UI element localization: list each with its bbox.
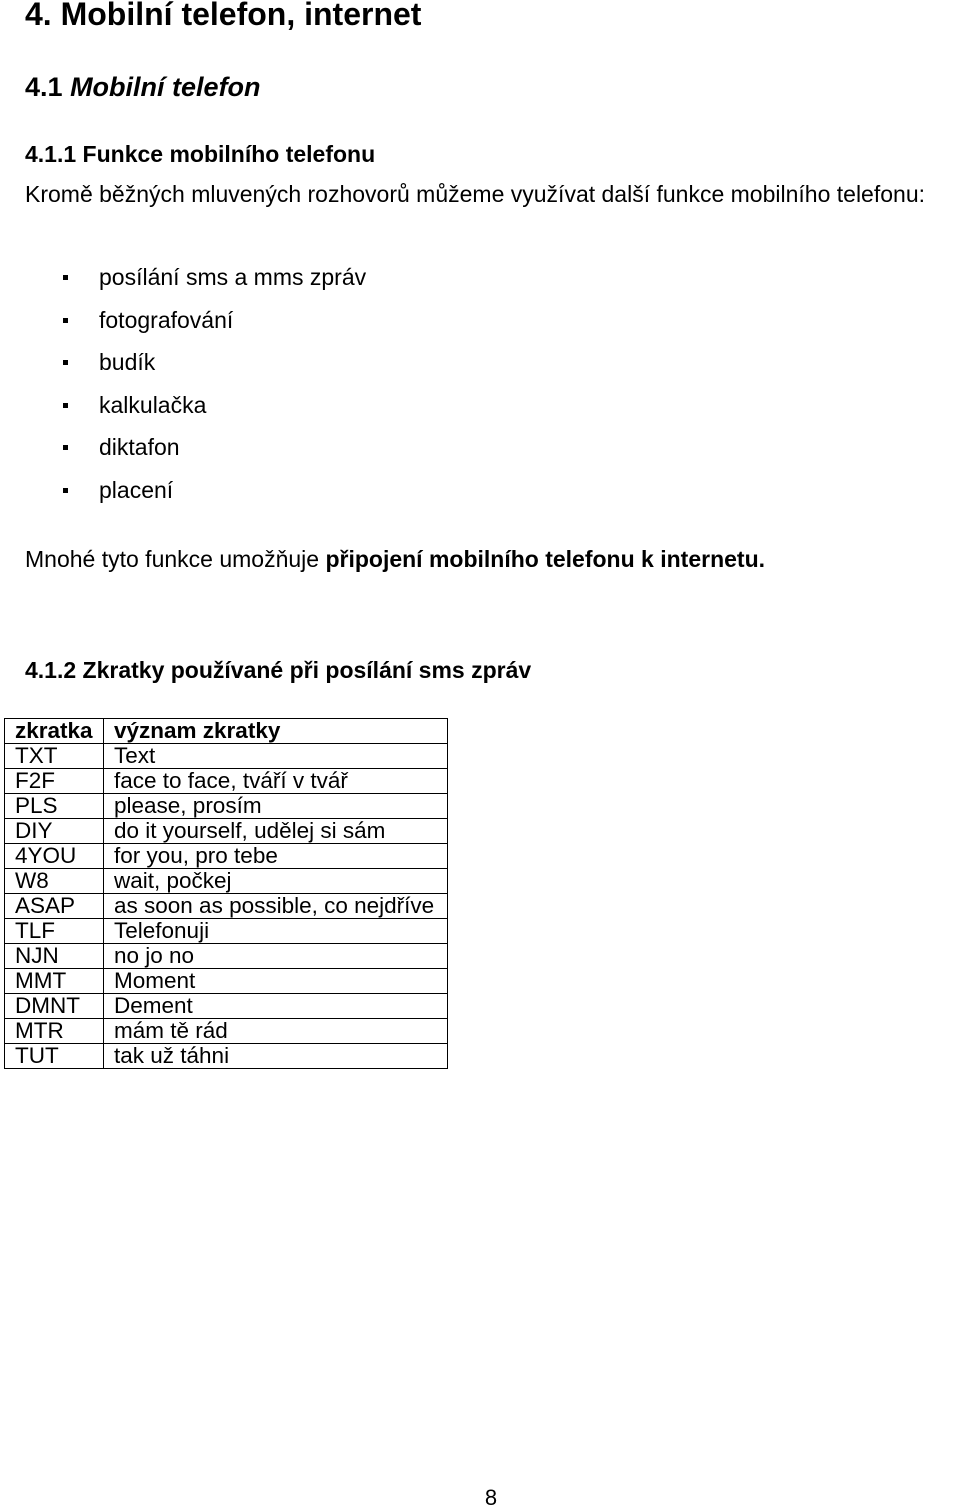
table-header-row	[5, 719, 448, 744]
abbreviation-cell: TUT	[5, 1044, 104, 1069]
table-row	[5, 769, 448, 794]
list-item-label: kalkulačka	[99, 391, 207, 418]
abbreviation-cell: TLF	[5, 919, 104, 944]
abbreviation-cell: MTR	[5, 1019, 104, 1044]
table-row	[5, 1044, 448, 1069]
list-item-label: placení	[99, 476, 174, 503]
meaning-cell: Telefonuji	[104, 919, 448, 944]
subsection-title: Mobilní telefon	[70, 72, 261, 102]
meaning-cell: for you, pro tebe	[104, 844, 448, 869]
table-row	[5, 744, 448, 769]
list-item	[60, 391, 366, 434]
abbreviation-cell: F2F	[5, 769, 104, 794]
table-row	[5, 1019, 448, 1044]
meaning-cell: Text	[104, 744, 448, 769]
list-item	[60, 348, 366, 391]
section-heading-abbreviations: 4.1.2 Zkratky používané při posílání sms zpráv	[25, 657, 532, 683]
column-header-abbreviation: zkratka	[5, 719, 104, 744]
abbreviation-cell: DIY	[5, 819, 104, 844]
meaning-cell: do it yourself, udělej si sám	[104, 819, 448, 844]
list-item-label: fotografování	[99, 306, 234, 333]
section-heading-functions: 4.1.1 Funkce mobilního telefonu	[25, 141, 376, 167]
meaning-cell: please, prosím	[104, 794, 448, 819]
list-item-label: posílání sms a mms zpráv	[99, 264, 367, 290]
feature-list	[60, 263, 366, 519]
square-bullet-icon	[63, 403, 68, 408]
table-row	[5, 994, 448, 1019]
list-item-label: budík	[99, 349, 156, 376]
square-bullet-icon	[63, 318, 68, 323]
table-row	[5, 944, 448, 969]
meaning-cell: as soon as possible, co nejdříve	[104, 894, 448, 919]
abbreviation-cell: PLS	[5, 794, 104, 819]
list-item	[60, 476, 366, 519]
square-bullet-icon	[63, 445, 68, 450]
abbreviation-cell: MMT	[5, 969, 104, 994]
abbreviation-cell: W8	[5, 869, 104, 894]
meaning-cell: wait, počkej	[104, 869, 448, 894]
meaning-cell: Moment	[104, 969, 448, 994]
table-row	[5, 894, 448, 919]
abbreviation-cell: TXT	[5, 744, 104, 769]
abbreviation-cell: ASAP	[5, 894, 104, 919]
column-header-meaning: význam zkratky	[104, 719, 448, 744]
table-row	[5, 844, 448, 869]
table-row	[5, 919, 448, 944]
list-item	[60, 433, 366, 476]
abbreviation-cell: NJN	[5, 944, 104, 969]
list-item	[60, 263, 366, 306]
internet-note	[25, 545, 765, 574]
meaning-cell: Dement	[104, 994, 448, 1019]
page-title: 4. Mobilní telefon, internet	[25, 0, 422, 32]
note-emphasis: připojení mobilního telefonu k internetu.	[325, 546, 766, 572]
list-item-label: diktafon	[99, 434, 180, 461]
abbreviation-cell: 4YOU	[5, 844, 104, 869]
meaning-cell: face to face, tváří v tvář	[104, 769, 448, 794]
meaning-cell: no jo no	[104, 944, 448, 969]
abbreviation-cell: DMNT	[5, 994, 104, 1019]
table-row	[5, 969, 448, 994]
subsection-heading	[25, 70, 261, 104]
table-row	[5, 869, 448, 894]
abbreviation-table	[4, 718, 448, 1069]
meaning-cell: mám tě rád	[104, 1019, 448, 1044]
square-bullet-icon	[63, 488, 68, 493]
note-text: Mnohé tyto funkce umožňuje	[25, 546, 326, 572]
intro-paragraph: Kromě běžných mluvených rozhovorů můžeme využívat další funkce mobilního telefonu:	[25, 181, 925, 207]
subsection-number: 4.1	[25, 72, 63, 102]
table-row	[5, 794, 448, 819]
list-item	[60, 306, 366, 349]
table-row	[5, 819, 448, 844]
meaning-cell: tak už táhni	[104, 1044, 448, 1069]
page-number: 8	[484, 1485, 498, 1510]
square-bullet-icon	[63, 360, 68, 365]
square-bullet-icon	[63, 275, 68, 280]
